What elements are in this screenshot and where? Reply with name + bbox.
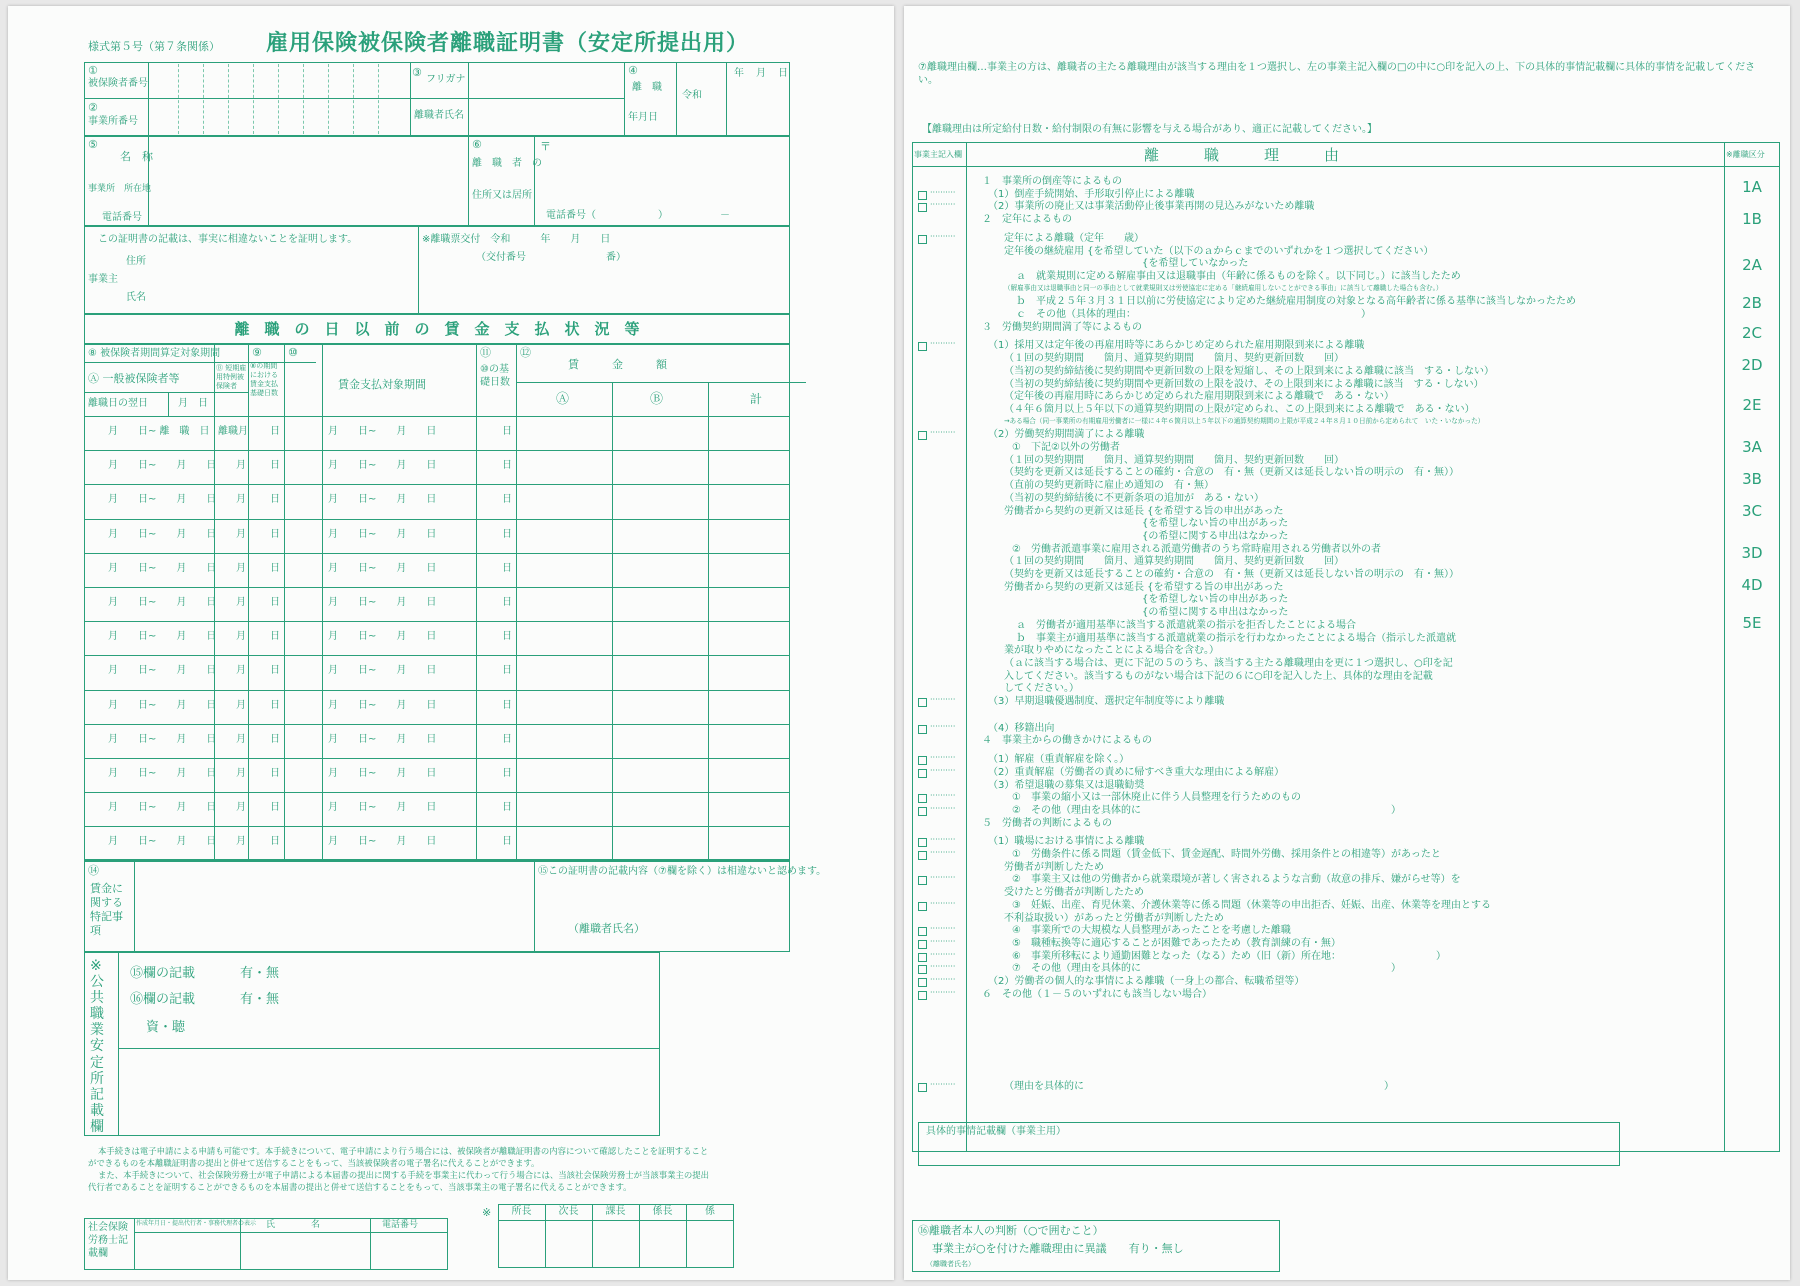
reason-line: （契約を更新又は延長することの確約・合意の 有・無（更新又は延長しない旨の明示の 有・無）） (1004, 569, 1459, 580)
reason-line: １ 事業所の倒産等によるもの (982, 176, 1122, 187)
leader-dots: ·········· (930, 721, 956, 731)
separation-date-label-a: 離 職 (632, 82, 662, 93)
leader-dots: ·········· (930, 200, 956, 210)
col10-header: 賃金支払対象期間 (338, 378, 426, 391)
reason-line: ａ 就業規則に定める解雇事由又は退職事由（年齢に係るものを除く。以下同じ。）に該当したため (1016, 270, 1461, 282)
wage-row-cell[interactable]: 月 日~ 月 日 (108, 528, 217, 540)
wage-row-cell[interactable]: 月 日~ 月 日 (328, 699, 437, 711)
category-code: 3C (1741, 502, 1763, 520)
note-line-1: 本手続きは電子申請による申請も可能です。本手続きについて、電子申請により行う場合には、被保険者が離職証明書の内容について確認したことを証明すること (98, 1146, 709, 1156)
reason-line: （2）労働契約期間満了による離職 (988, 429, 1145, 441)
c15-entry-value: 有・無 (240, 966, 280, 981)
reason-line: （1）採用又は定年後の再雇用時等にあらかじめ定められた雇用期限到来による離職 (988, 340, 1365, 352)
right-page (904, 6, 1790, 1280)
wage-section-title: 離 職 の 日 以 前 の 賃 金 支 払 状 況 等 (234, 320, 640, 338)
reason-line: ａ 労働者が適用基準に該当する派遣就業の指示を拒否したことによる場合 (1016, 619, 1356, 631)
leader-dots: ·········· (930, 791, 956, 801)
wage-row-line (84, 826, 790, 827)
wage-row-cell[interactable]: 月 (236, 665, 246, 677)
wage-row-cell[interactable]: 日 (270, 733, 280, 745)
reason-line: {を希望していなかった (1142, 258, 1249, 270)
issuance-label: ※離職票交付 令和 年 月 日 (422, 234, 611, 245)
reason-line: 労働者から契約の更新又は延長 {を希望する旨の申出があった (1004, 505, 1284, 517)
wage-row-cell[interactable]: 月 日~ 月 日 (328, 597, 437, 608)
category-code: 5E (1742, 614, 1762, 632)
wage-row-cell[interactable]: 日 (502, 460, 512, 472)
consultant-col-name: 氏 名 (266, 1220, 321, 1230)
col-a-header: Ⓐ (556, 392, 570, 407)
leader-dots: ·········· (930, 975, 956, 984)
wage-row-cell[interactable]: 月 日~ 月 日 (108, 494, 217, 506)
wage-row-cell[interactable]: 月 日~ 月 日 (328, 802, 437, 814)
wage-row-cell[interactable]: 月 日~ 月 日 (328, 836, 437, 848)
reason-checkbox[interactable] (918, 953, 927, 962)
c1-num: ① (88, 64, 98, 77)
c16-entry-label: ⑯欄の記載 (130, 992, 196, 1007)
note-line-4: 代行者であることを証明することができるものを本届書の提出と併せて送信することをもって、当該事業主の電子署名に代えることができます。 (88, 1182, 632, 1192)
reason-checkbox[interactable] (918, 1083, 927, 1092)
employer-phone-label: 電話番号 (102, 212, 142, 223)
reason-line: ⑥ 事業所移転により通勤困難となった（なる）ため（旧（新）所在地： ） (1012, 950, 1446, 962)
reason-line: 不利益取扱い）があったと労働者が判断したため (1004, 912, 1224, 924)
reason-checkbox[interactable] (918, 965, 927, 974)
reason-line: ⑤ 職種転換等に適応することが困難であったため（教育訓練の有・無） (1012, 937, 1341, 949)
reason-header: 離 職 理 由 (1144, 146, 1340, 164)
col11-header: ⑩の基礎日数 (480, 364, 510, 388)
stamp-col-section-chief: 課長 (605, 1206, 626, 1217)
category-code: 2C (1741, 324, 1763, 342)
wage-row-cell[interactable]: 月 日~ 月 日 (108, 665, 217, 677)
wage-row-cell[interactable]: 月 日~ 月 日 (108, 733, 217, 745)
reason-checkbox[interactable] (918, 876, 927, 885)
reason-line: 定年による離職（定年 歳） (1004, 232, 1144, 244)
category-header: ※離職区分 (1726, 150, 1765, 159)
reason-checkbox[interactable] (918, 769, 927, 778)
self-judgement-title: ⑯離職者本人の判断（○で囲むこと） (918, 1224, 1104, 1237)
leader-dots: ·········· (930, 428, 956, 438)
col8b-header: Ⓑ 短期雇用特例被保険者 (216, 364, 247, 390)
day-label: 日 (778, 68, 788, 79)
wage-row-cell[interactable]: 月 日~ 月 日 (328, 665, 437, 677)
leader-dots: ·········· (930, 924, 956, 934)
wage-row-cell[interactable]: 日 (502, 768, 512, 779)
reason-line: 業が取りやめになったことによる場合を含む。） (1004, 645, 1219, 657)
wage-row-cell[interactable]: 月 日~ 月 日 (108, 460, 217, 472)
reason-checkbox[interactable] (918, 698, 927, 707)
reason-line: （1）倒産手続開始、手形取引停止による離職 (988, 188, 1195, 200)
reason-line: ５ 労働者の判断によるもの (982, 817, 1112, 829)
wage-row-cell[interactable]: 月 (236, 699, 246, 711)
wage-row-cell[interactable]: 日 (270, 631, 280, 643)
leader-dots: ·········· (930, 936, 956, 946)
wage-row-cell[interactable]: 月 日~ 月 日 (328, 528, 437, 540)
reason-line: 入してください。該当するものがない場合は下記の６に○印を記入した上、具体的な理由を記載 (1004, 670, 1433, 682)
consultant-col-phone: 電話番号 (382, 1220, 419, 1230)
col8-header: ⑧ 被保険者期間算定対象期間 (88, 348, 221, 359)
wage-row-cell[interactable]: 日 (270, 665, 280, 677)
category-code: 1A (1742, 178, 1762, 196)
reason-line: （2）事業所の廃止又は事業活動停止後事業再開の見込みがないため離職 (988, 201, 1315, 213)
wage-row-cell[interactable]: 月 日~ 月 日 (108, 836, 217, 848)
reason-checkbox[interactable] (918, 431, 927, 440)
category-code: 2A (1742, 256, 1762, 274)
wage-row-cell[interactable]: 日 (270, 528, 280, 540)
wage-row-cell[interactable]: 日 (270, 426, 280, 437)
leader-dots: ·········· (930, 949, 956, 959)
wage-row-cell[interactable]: 月 日~ 月 日 (328, 562, 437, 574)
wage-row-cell[interactable]: 日 (270, 836, 280, 848)
separated-name-label: 離職者氏名 (414, 110, 464, 121)
reason-line: 労働者から契約の更新又は延長 {を希望する旨の申出があった (1004, 581, 1284, 593)
col11-num: ⑪ (480, 346, 491, 359)
reason-note: 【離職理由は所定給付日数・給付制限の有無に影響を与える場合があり、適正に記載してください。】 (922, 124, 1377, 135)
self-judgement-name: （離職者氏名） (926, 1260, 975, 1268)
reason-checkbox[interactable] (918, 978, 927, 987)
c5-num: ⑤ (88, 138, 98, 151)
reason-line: ⑦ その他（理由を具体的に ） (1012, 963, 1401, 975)
wage-row-cell[interactable]: 月 (236, 597, 246, 608)
leader-dots: ·········· (930, 753, 956, 763)
sep-next-day-label: 離職日の翌日 (88, 398, 148, 409)
c15-name-label: （離職者氏名） (568, 922, 645, 935)
wage-row-cell[interactable]: 月 日~ 月 日 (108, 597, 217, 608)
leader-dots: ·········· (930, 848, 956, 857)
leader-dots: ·········· (930, 898, 956, 908)
reason-line: （1）解雇（重責解雇を除く。） (988, 754, 1130, 766)
c14-label: 賃金に関する特記事項 (90, 882, 123, 938)
reason-checkbox[interactable] (918, 940, 927, 949)
reason-checkbox[interactable] (918, 203, 927, 212)
reason-checkbox[interactable] (918, 794, 927, 803)
wage-row-cell[interactable]: 月 日~ 月 日 (328, 460, 437, 472)
leader-dots: ·········· (930, 987, 956, 997)
reason-line: （当初の契約締結後に契約期間や更新回数の上限を短縮し、その上限到来による離職に該当 する・しない） (1004, 365, 1494, 377)
labor-consultant-label: 社会保険労務士記載欄 (88, 1222, 128, 1259)
wage-row-cell[interactable]: 月 (236, 802, 246, 814)
leader-dots: ·········· (930, 187, 956, 197)
era-label: 令和 (682, 90, 702, 101)
reason-checkbox[interactable] (918, 991, 927, 1000)
leader-dots: ·········· (930, 339, 956, 349)
note-line-2: ができるものを本離職証明書の提出と併せて送信することをもって、当該被保険者の電子署名に代えることができます。 (88, 1158, 540, 1168)
specific-circumstances-label: 具体的事情記載欄（事業主用） (926, 1126, 1066, 1137)
reason-line: （４年６箇月以上５年以下の通算契約期間の上限が定められ、この上限到来による離職で ある・ない） (1004, 403, 1475, 415)
wage-row-cell[interactable]: 月 日~ 月 日 (108, 631, 217, 643)
reason-line: {を希望しない旨の申出があった (1142, 518, 1289, 530)
separated-address-label-b: 住所又は居所 (472, 190, 532, 201)
c4-num: ④ (628, 64, 638, 77)
wage-row-cell[interactable]: 月 日~ 月 日 (328, 426, 437, 437)
category-code: 2B (1742, 294, 1762, 312)
category-code: 3A (1742, 438, 1762, 456)
wage-row-line (84, 587, 790, 588)
leader-dots: ·········· (930, 803, 956, 813)
wage-row-cell[interactable]: 月 (236, 494, 246, 506)
wage-row-cell[interactable]: 月 (236, 528, 246, 540)
category-code: 4D (1741, 576, 1763, 594)
stamp-col-subsection-chief: 係長 (652, 1206, 673, 1217)
reason-line: （3）希望退職の募集又は退職勧奨 (988, 779, 1145, 791)
self-judgement-text: 事業主が○を付けた離職理由に異議 有り・無し (932, 1242, 1184, 1255)
employer-name-label: 名 称 (120, 150, 153, 163)
wage-row-cell[interactable]: 月 (236, 836, 246, 848)
wage-row-cell[interactable]: 離職月 (218, 426, 248, 437)
reason-checkbox[interactable] (918, 927, 927, 936)
c15-text: ⑮この証明書の記載内容（⑦欄を除く）は相違ないと認めます。 (538, 866, 827, 877)
reason-line: ④ 事業所での大規模な人員整理があったことを考慮した離職 (1012, 925, 1291, 937)
reason-line: ③ 妊娠、出産、育児休業、介護休業等に係る問題（休業等の申出拒否、妊娠、出産、休業等を理由とする (1012, 899, 1491, 911)
reason-line: （3）早期退職優遇制度、選択定年制度等により離職 (988, 696, 1225, 707)
wage-row-cell[interactable]: 日 (270, 699, 280, 711)
separated-phone-label: 電話番号（ (546, 210, 596, 221)
page-title: 雇用保険被保険者離職証明書（安定所提出用） (266, 31, 750, 56)
col-total-header: 計 (750, 392, 763, 406)
office-number-label: 事業所番号 (88, 116, 138, 127)
c6-num: ⑥ (472, 138, 482, 151)
reason-line: ② 労働者派遣事業に雇用される派遣労働者のうち常時雇用される労働者以外の者 (1012, 543, 1381, 555)
wage-row-cell[interactable]: 月 日~ 月 日 (108, 768, 217, 779)
reason-line: （解雇事由又は退職事由と同一の事由として就業規則又は労使協定に定める「継続雇用しないことができる事由」に該当して離職した場合も含む。） (1004, 283, 1443, 292)
col9-num: ⑨ (252, 346, 262, 359)
wage-row-cell[interactable]: 月 日~ 月 日 (328, 733, 437, 745)
wage-row-line (84, 484, 790, 485)
employer-box (84, 136, 790, 226)
issuance-number-label: （交付番号 番） (476, 252, 626, 263)
reason-checkbox[interactable] (918, 851, 927, 860)
public-office-label: ※公共職業安定所記載欄 (90, 958, 104, 1135)
col-b-header: Ⓑ (650, 392, 664, 407)
form-number: 様式第５号（第７条関係） (88, 40, 220, 53)
wage-row-cell[interactable]: 月 日~ 月 日 (328, 631, 437, 643)
reason-line: （１回の契約期間 箇月、通算契約期間 箇月、契約更新回数 回） (1004, 556, 1344, 568)
reason-checkbox[interactable] (918, 838, 927, 847)
col10-num: ⑩ (288, 346, 298, 359)
reason-checkbox[interactable] (918, 235, 927, 244)
category-code: 1B (1742, 210, 1762, 228)
reason-checkbox[interactable] (918, 191, 927, 200)
category-code: 2E (1742, 396, 1762, 414)
wage-row-cell[interactable]: 日 (502, 426, 512, 437)
wage-row-cell[interactable]: 日 (502, 494, 512, 506)
reason-line: （4）移籍出向 (988, 722, 1055, 734)
wage-row-line (84, 450, 790, 451)
consultant-col-date: 作成年月日・提出代行者・事務代理者の表示 (136, 1220, 257, 1227)
stamp-col-deputy: 次長 (558, 1206, 579, 1217)
wage-row-cell[interactable]: 日 (502, 699, 512, 711)
reason-line: ｃ その他（具体的理由： ） (1016, 309, 1371, 320)
c2-num: ② (88, 101, 98, 114)
reason-checkbox[interactable] (918, 902, 927, 911)
col9-header: ⑧の期間における賃金支払基礎日数 (250, 362, 278, 397)
wage-row-line (84, 621, 790, 622)
reason-checkbox[interactable] (918, 807, 927, 816)
wage-row-cell[interactable]: 月 (236, 768, 246, 779)
employer-entry-header: 事業主記入欄 (914, 150, 962, 159)
reason-line: （2）労働者の個人的な事情による離職（一身上の都合、転職希望等） (988, 976, 1305, 987)
reason-line: {の希望に関する申出はなかった (1142, 530, 1289, 542)
wage-row-cell[interactable]: 月 日~ 月 日 (328, 494, 437, 506)
category-code: 2D (1741, 356, 1763, 374)
wage-row-cell[interactable]: 日 (502, 665, 512, 677)
certify-employer-label: 事業主 (88, 274, 118, 285)
stamp-mark: ※ (482, 1206, 492, 1219)
note-line-3: また、本手続きについて、社会保険労務士が電子申請による本届書の提出に関する手続を事業主に代わって行う場合には、当該社会保険労務士が当該事業主の提出 (98, 1170, 709, 1180)
reason-checkbox[interactable] (918, 725, 927, 734)
wage-row-line (84, 553, 790, 554)
reason-line: ② 事業主又は他の労働者から就業環境が著しく害されるような言動（故意の排斥、嫌がらせ等）を (1012, 874, 1461, 886)
wage-row-cell[interactable]: 日 (270, 460, 280, 472)
leader-dots: ·········· (930, 835, 956, 845)
wage-row-cell[interactable]: 日 (270, 768, 280, 779)
wage-row-cell[interactable]: 日 (502, 733, 512, 745)
reason-line: （定年後の再雇用時にあらかじめ定められた雇用期限到来による離職で ある・ない） (1004, 391, 1394, 403)
reason-line: {を希望しない旨の申出があった (1142, 594, 1289, 606)
wage-row-cell[interactable]: 月 (236, 733, 246, 745)
stamp-col-staff: 係 (705, 1206, 715, 1217)
wage-row-cell[interactable]: 日 (270, 597, 280, 608)
reason-line: ２ 定年によるもの (982, 214, 1072, 226)
stamp-col-director: 所長 (511, 1206, 532, 1217)
reason-line: ｂ 事業主が適用基準に該当する派遣就業の指示を行わなかったことによる場合（指示した派遣就 (1016, 632, 1456, 644)
category-code: 3B (1742, 470, 1762, 488)
reason-line: （契約を更新又は延長することの確約・合意の 有・無（更新又は延長しない旨の明示の 有・無）） (1004, 467, 1459, 479)
leader-dots: ·········· (930, 1080, 956, 1090)
wage-row-line (84, 758, 790, 759)
wage-row-cell[interactable]: 月 (236, 460, 246, 472)
c14-num: ⑭ (88, 864, 99, 877)
leader-dots: ·········· (930, 765, 956, 775)
furigana-label: フリガナ (426, 74, 466, 85)
wage-row-cell[interactable]: 日 (270, 562, 280, 574)
c3-num: ③ (412, 66, 422, 79)
wage-row-line (84, 792, 790, 793)
reason-line: 定年後の継続雇用 {を希望していた（以下のａからｃまでのいずれかを１つ選択してください） (1004, 245, 1434, 257)
reason-checkbox[interactable] (918, 756, 927, 765)
leader-dots: ·········· (930, 231, 956, 241)
reason-line: （2）重責解雇（労働者の責めに帰すべき重大な理由による解雇） (988, 766, 1285, 778)
reason-line: ３ 労働契約期間満了等によるもの (982, 321, 1142, 333)
wage-row-cell[interactable]: 日 (502, 528, 512, 540)
wage-row-cell[interactable]: 月 日~ 月 日 (328, 768, 437, 779)
wage-row-cell[interactable]: 月 日~ 離 職 日 (108, 426, 210, 437)
reason-line: （理由を具体的に ） (1004, 1081, 1394, 1093)
reason-line: （直前の契約更新時に雇止め通知の 有・無） (1004, 480, 1214, 492)
reason-line: ① 事業の縮小又は一部休廃止に伴う人員整理を行うためのもの (1012, 792, 1301, 804)
reason-line: ② その他（理由を具体的に ） (1012, 804, 1401, 816)
wage-row-cell[interactable]: 日 (270, 494, 280, 506)
col8a-header: Ⓐ 一般被保険者等 (88, 372, 180, 385)
year-label: 年 (734, 68, 744, 79)
certify-address-label: 住所 (126, 256, 146, 267)
wage-row-cell[interactable]: 日 (502, 631, 512, 643)
col12-header: 賃 金 額 (568, 358, 667, 371)
wage-row-cell[interactable]: 日 (502, 597, 512, 608)
wage-row-cell[interactable]: 日 (502, 802, 512, 814)
reason-line: {の希望に関する申出はなかった (1142, 607, 1289, 619)
wage-row-cell[interactable]: 月 日~ 月 日 (108, 562, 217, 574)
reason-line: ① 労働条件に係る問題（賃金低下、賃金遅配、時間外労働、採用条件との相違等）があったと (1012, 849, 1441, 860)
separated-phone-dash: － (720, 210, 730, 221)
leader-dots: ·········· (930, 873, 956, 883)
month-label: 月 (756, 68, 766, 79)
month-day-label: 月 日 (178, 398, 208, 409)
wage-row-cell[interactable]: 月 (236, 562, 246, 574)
reason-line: （1）職場における事情による離職 (988, 836, 1145, 848)
leader-dots: ·········· (930, 695, 956, 704)
certify-text: この証明書の記載は、事実に相違ないことを証明します。 (98, 234, 358, 245)
wage-row-line (84, 690, 790, 691)
reason-line: （当初の契約締結後に契約期間や更新回数の上限を設け、その上限到来による離職に該当 する・しない） (1004, 378, 1484, 390)
reason-line: 労働者が判断したため (1004, 861, 1104, 873)
reason-line: してください。） (1004, 683, 1079, 695)
col12-num: ⑫ (520, 346, 531, 359)
left-page (8, 6, 894, 1280)
reason-line: ① 下記②以外の労働者 (1012, 442, 1120, 453)
insured-number-label: 被保険者番号 (88, 78, 148, 89)
reason-line: ４ 事業主からの働きかけによるもの (982, 735, 1152, 747)
reason-line: （１回の契約期間 箇月、通算契約期間 箇月、契約更新回数 回） (1004, 353, 1344, 365)
wage-row-cell[interactable]: 月 (236, 631, 246, 643)
wage-row-cell[interactable]: 月 日~ 月 日 (108, 802, 217, 814)
qualification-hearing: 資・聴 (146, 1020, 186, 1035)
wage-row-cell[interactable]: 日 (502, 562, 512, 574)
certify-name-label: 氏名 (126, 292, 146, 303)
employer-address-label: 事業所 所在地 (88, 184, 152, 194)
wage-row-line (84, 724, 790, 725)
separated-address-label-a: 離 職 者 の (472, 158, 542, 169)
wage-row-cell[interactable]: 日 (502, 836, 512, 848)
wage-row-line (84, 519, 790, 520)
c15-entry-label: ⑮欄の記載 (130, 966, 196, 981)
reason-line: ６ その他（１－５のいずれにも該当しない場合） (982, 988, 1212, 1000)
c16-entry-value: 有・無 (240, 992, 280, 1007)
separated-phone-close: ） (658, 210, 668, 221)
leader-dots: ·········· (930, 962, 956, 972)
reason-line: （当初の契約締結後に不更新条項の追加が ある・ない） (1004, 492, 1264, 504)
category-code: 3D (1741, 544, 1763, 562)
reason-line: 受けたと労働者が判断したため (1004, 887, 1144, 899)
reason-line: （１回の契約期間 箇月、通算契約期間 箇月、契約更新回数 回） (1004, 454, 1344, 466)
wage-row-cell[interactable]: 日 (270, 802, 280, 814)
reason-line: →ある場合（同一事業所の有期雇用労働者に一様に４年６箇月以上５年以下の通算契約期間の上限が平成２４年８月１０日前から定められて いた・いなかった） (1004, 416, 1485, 425)
separation-date-label-b: 年月日 (628, 112, 658, 123)
reason-line: （ａに該当する場合は、更に下記の５のうち、該当する主たる離職理由を更に１つ選択し、○印を記 (1004, 657, 1453, 669)
reason-checkbox[interactable] (918, 342, 927, 351)
postal-mark: 〒 (540, 140, 551, 153)
reason-intro: ⑦離職理由欄…事業主の方は、離職者の主たる離職理由が該当する理由を１つ選択し、左の事業主記入欄の□の中に○印を記入の上、下の具体的事情記載欄に具体的事情を記載してください。 (918, 62, 1756, 86)
wage-row-cell[interactable]: 月 日~ 月 日 (108, 699, 217, 711)
reason-line: ｂ 平成２５年３月３１日以前に労使協定により定めた継続雇用制度の対象となる高年齢者に係る基準に該当しなかったため (1016, 296, 1576, 308)
wage-row-line (84, 655, 790, 656)
